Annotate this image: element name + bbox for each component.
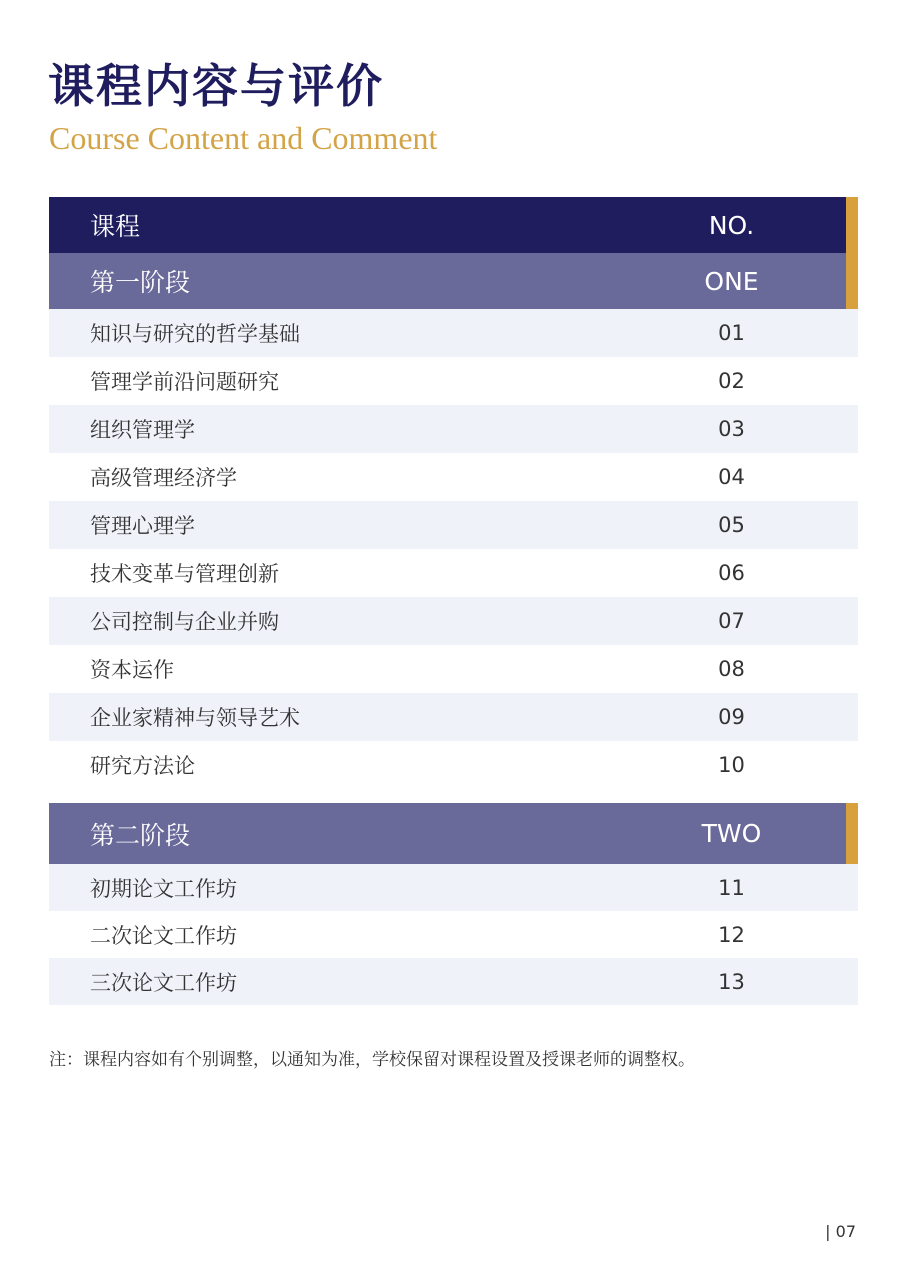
stage-accent-bar [846, 253, 858, 309]
course-name: 企业家精神与领导艺术 [90, 706, 300, 730]
course-no: 07 [718, 609, 745, 633]
header-course-label: 课程 [90, 212, 141, 241]
course-table-stage-one [49, 197, 858, 789]
course-no: 04 [718, 465, 745, 489]
course-name: 研究方法论 [90, 754, 195, 778]
course-name: 三次论文工作坊 [90, 970, 237, 995]
header-no-label: NO. [708, 210, 755, 240]
course-no: 03 [718, 417, 745, 441]
course-no: 13 [718, 969, 745, 994]
course-name: 管理心理学 [90, 514, 195, 538]
course-name: 资本运作 [90, 658, 174, 682]
course-name: 知识与研究的哲学基础 [90, 322, 300, 346]
course-name: 初期论文工作坊 [90, 876, 237, 901]
stage-no: TWO [701, 819, 762, 848]
footnote: 注：课程内容如有个别调整，以通知为准，学校保留对课程设置及授课老师的调整权。 [49, 1050, 695, 1070]
header-accent-bar [846, 197, 858, 253]
course-no: 08 [718, 657, 745, 681]
table-row [49, 741, 858, 789]
course-no: 12 [718, 922, 745, 947]
table-row [49, 597, 858, 645]
course-name: 管理学前沿问题研究 [90, 370, 279, 394]
table-row [49, 357, 858, 405]
table-row [49, 911, 858, 958]
course-name: 公司控制与企业并购 [90, 610, 279, 634]
course-no: 05 [718, 513, 745, 537]
stage-no: ONE [704, 266, 759, 296]
stage-header [49, 803, 858, 864]
page-title: 课程内容与评价 [48, 59, 384, 113]
page-subtitle: Course Content and Comment [49, 120, 438, 156]
table-row [49, 645, 858, 693]
stage-label: 第一阶段 [90, 268, 191, 297]
table-row [49, 309, 858, 357]
page-number: | 07 [825, 1222, 856, 1241]
table-row [49, 864, 858, 911]
course-no: 02 [718, 369, 745, 393]
course-no: 11 [718, 875, 745, 900]
course-name: 组织管理学 [90, 418, 195, 442]
table-row [49, 958, 858, 1005]
table-row [49, 453, 858, 501]
course-table-stage-two [49, 803, 858, 1005]
table-row [49, 693, 858, 741]
table-row [49, 501, 858, 549]
course-name: 技术变革与管理创新 [90, 562, 279, 586]
course-no: 06 [718, 561, 745, 585]
stage-label: 第二阶段 [90, 820, 191, 850]
table-row [49, 549, 858, 597]
stage-header [49, 253, 858, 309]
table-header [49, 197, 858, 253]
course-name: 二次论文工作坊 [90, 923, 237, 948]
course-name: 高级管理经济学 [90, 466, 237, 490]
course-no: 09 [718, 705, 745, 729]
course-no: 01 [718, 321, 745, 345]
table-row [49, 405, 858, 453]
course-no: 10 [718, 753, 745, 777]
stage-accent-bar [846, 803, 858, 864]
